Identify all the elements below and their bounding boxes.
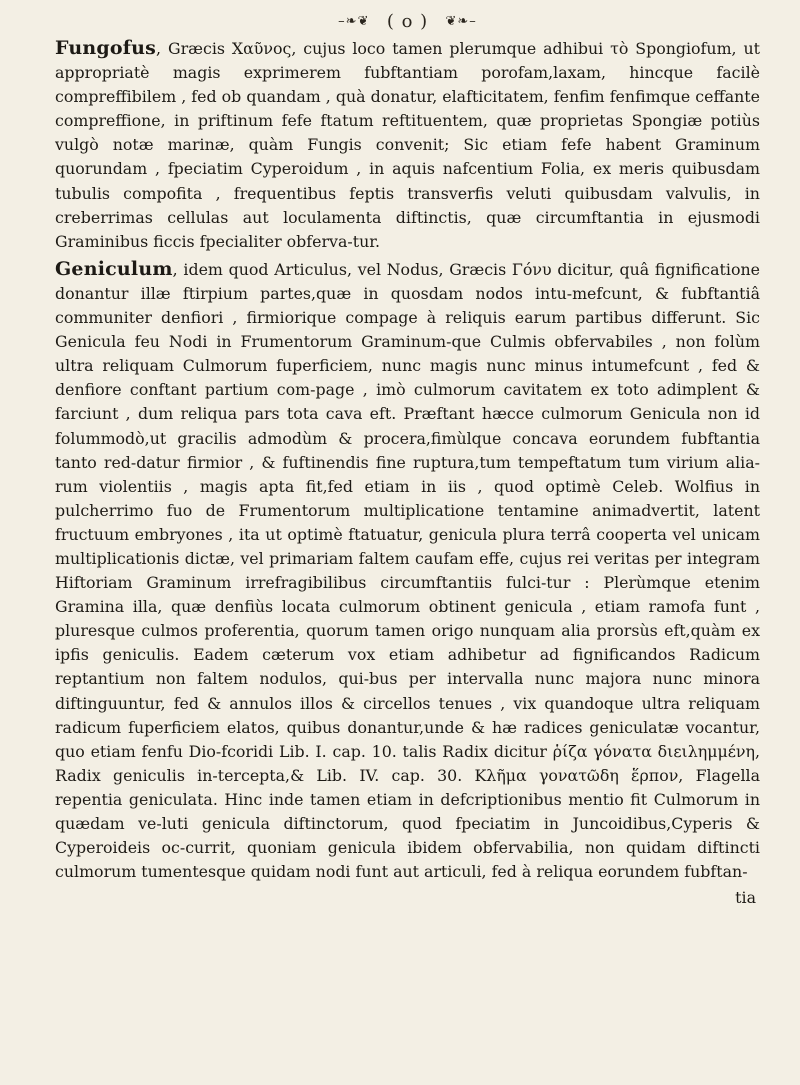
body-text [55,36,760,884]
left-ornament: –❧❦ [338,14,370,29]
page-header-ornament [55,0,760,36]
paragraph-fungosus [55,36,760,254]
right-ornament: ❦❧– [445,14,477,29]
entry-text: , idem quod Articulus, vel Nodus, Græcis Γόνυ dicitur, quâ fignificatione donantur illæ ftirpium partes,quæ in quosdam nodos intu-mefcunt, & fubftantiâ communiter denfiori , firmiorique compage à reliquis earum partibus differunt. Sic Genicula feu Nodi in Frumentorum Graminum-que Culmis obfervabiles , non folùm ultra reliquam Culmorum fuperficiem, nunc magis nunc minus intumefcunt , fed & denfiore conftant partium com-page , imò culmorum cavitatem ex toto adimplent & farciunt , dum reliqua pars tota cava eft. Præftant hæcce culmorum Genicula non id folummodò,ut gracilis admodùm & procera,fimùlque concava eorundem fubftantia tanto red-datur firmior , & fuftinendis fine ruptura,tum tempeftatum tum virium alia-rum violentiis , magis apta fit,fed etiam in iis , quod optimè Celeb. Wolfius in pulcherrimo fuo de Frumentorum multiplicatione tentamine animadvertit, latent fructuum embryones , ita ut optimè ftatuatur, genicula plura terrâ cooperta vel unicam multiplicationis dictæ, vel primariam faltem caufam effe, cujus rei veritas per integram Hiftoriam Graminum irrefragibilibus circumftantiis fulci-tur : Plerùmque etenim Gramina illa, quæ denfiùs locata culmorum obtinent genicula , etiam ramofa funt , pluresque culmos proferentia, quorum tamen origo nunquam alia prorsùs eft,quàm ex ipfis geniculis. Eadem cæterum vox etiam adhibetur ad fignificandos Radicum reptantium non faltem nodulos, qui-bus per intervalla nunc majora nunc minora diftinguuntur, fed & annulos illos & circellos tenues , vix quandoque ultra reliquam radicum fuperficiem elatos, quibus donantur,unde & hæ radices geniculatæ vocantur, quo etiam fenfu Dio-fcoridi Lib. I. cap. 10. talis Radix dicitur ῥίζα γόνατα διειλημμένη, Radix geniculis in-tercepta,& Lib. IV. cap. 30. Κλῆμα γονατῶδη ἕρπον, Flagella repentia geniculata. Hinc inde tamen etiam in defcriptionibus mentio fit Culmorum in quædam ve-luti genicula diftinctorum, quod fpeciatim in Juncoidibus,Cyperis & Cyperoideis oc-currit, quoniam genicula ibidem obfervabilia, non quidam diftincti culmorum tumentesque quidam nodi funt aut articuli, fed à reliqua eorundem fubftan- [55,259,760,882]
page-number: ( o ) [386,11,429,32]
entry-headword: Geniculum [55,257,173,280]
entry-headword: Fungofus [55,37,157,59]
paragraph-geniculum [55,257,760,884]
entry-text: , Græcis Χαῦνος, cujus loco tamen plerumque adhibui τὸ Spongiofum, ut appropriatè magis exprimerem fubftantiam porofam,laxam, hincque facilè compreffibilem , fed ob quandam , quà donatur, elafticitatem, fenfim fenfimque ceffante compreffione, in priftinum fefe ftatum reftituentem, quæ proprietas Spongiæ potiùs vulgò notæ marinæ, quàm Fungis convenit; Sic etiam fefe habent Graminum quorundam , fpeciatim Cyperoidum , in aquis nafcentium Folia, ex meris quibusdam tubulis compofita , frequentibus feptis transverfis veluti quibusdam valvulis, in creberrimas cellulas aut loculamenta diftinctis, quæ circumftantia in ejusmodi Graminibus ficcis fpecialiter obferva-tur. [55,39,760,251]
catchword: tia [735,888,756,908]
